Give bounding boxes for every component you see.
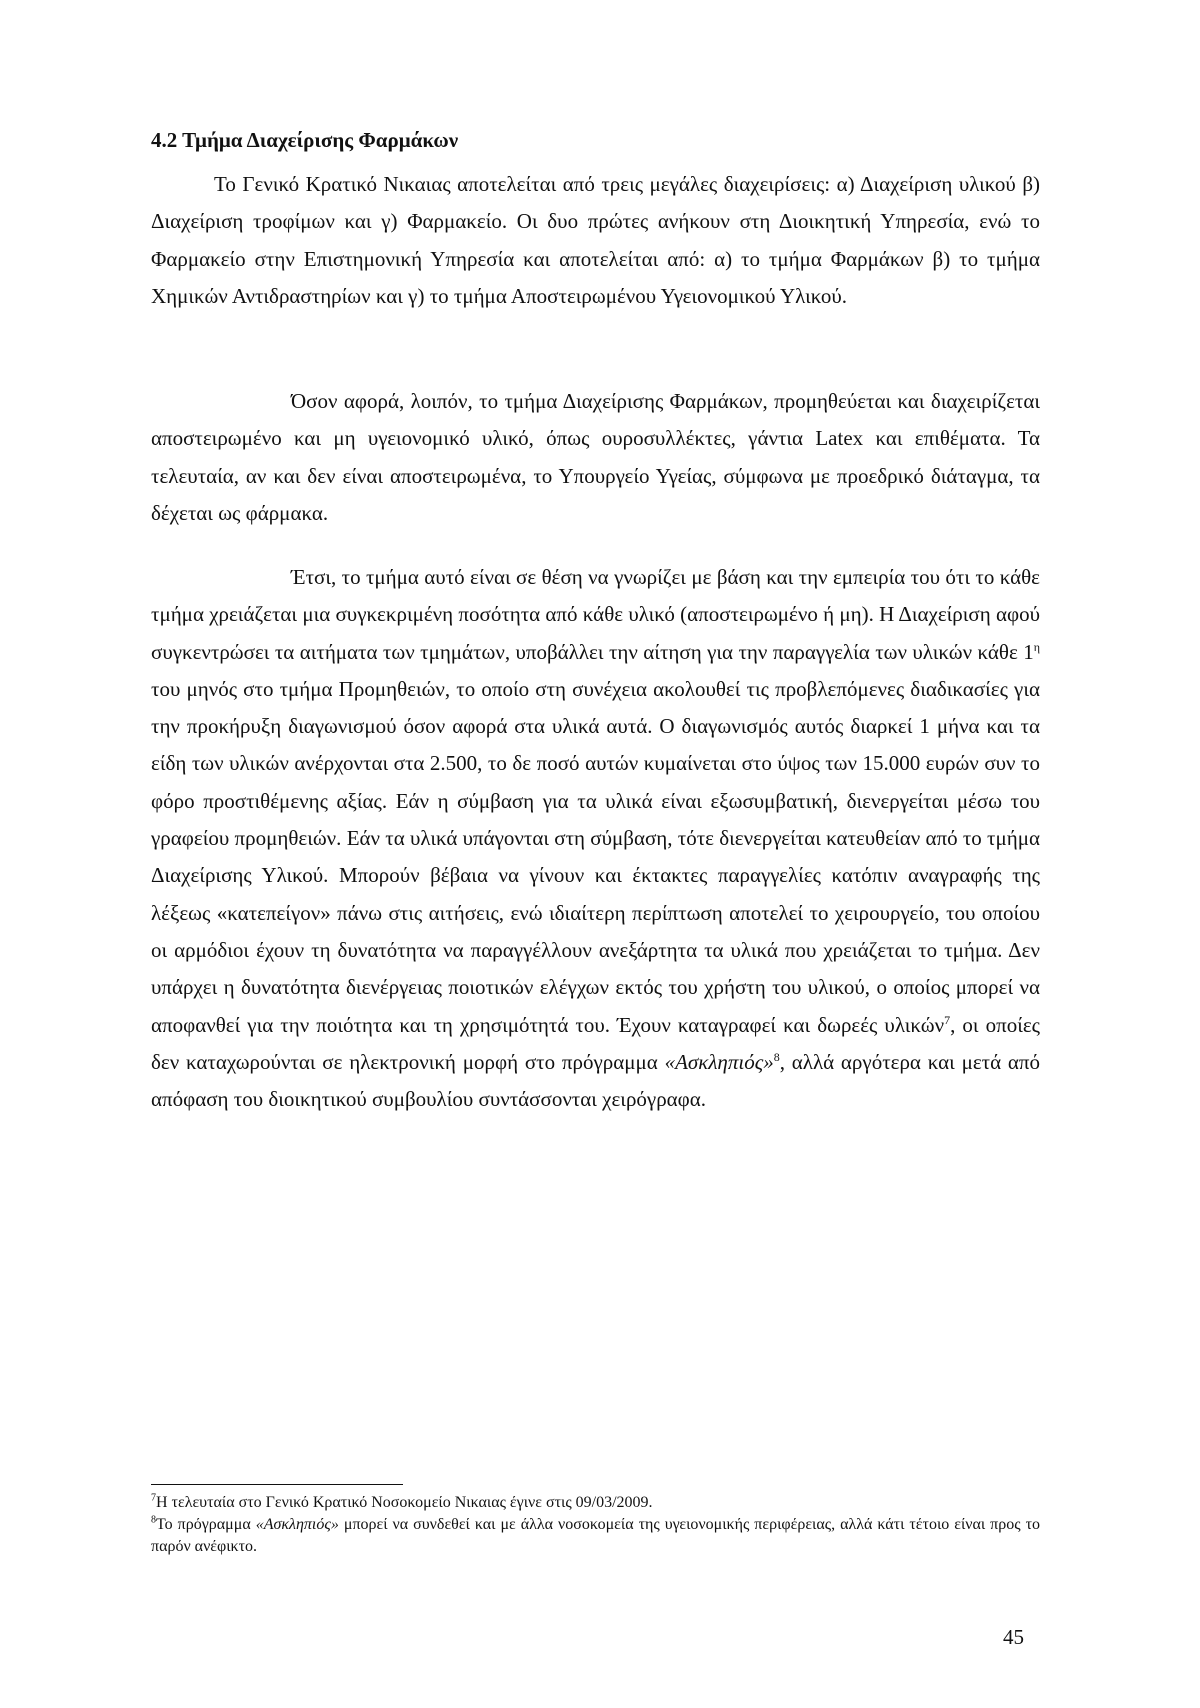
footnote-text: μπορεί να συνδεθεί και με άλλα νοσοκομεία της υγειονομικής περιφέρειας, αλλά κάτι τέτοιο είναι προς το παρόν ανέφικτο. [151, 1516, 1040, 1555]
footnote-ref-7: 7 [944, 1012, 951, 1027]
paragraph-3-part-c: , οι οποίες δεν καταχωρούνται σε ηλεκτρονική μορφή στο πρόγραμμα [151, 1012, 1040, 1074]
paragraph-3-part-d: , αλλά αργότερα και μετά από απόφαση του διοικητικού συμβουλίου συντάσσονται χειρόγραφα. [151, 1049, 1040, 1112]
paragraph-2: Όσον αφορά, λοιπόν, το τμήμα Διαχείρισης Φαρμάκων, προμηθεύεται και διαχειρίζεται αποστειρωμένο και μη υγειονομικό υλικό, όπως ουροσυλλέκτες, γάντια Latex και επιθέματα. Τα τελευταία, αν και δεν είναι αποστειρωμένα, το Υπουργείο Υγείας, σύμφωνα με προεδρικό διάταγμα, τα δέχεται ως φάρμακα. [151, 389, 1040, 525]
page-number: 45 [1003, 1625, 1024, 1649]
paragraph-3 [151, 559, 1040, 1118]
footnote-separator [151, 1484, 403, 1485]
footnote-ref-8: 8 [773, 1049, 780, 1064]
footnote-marker: 8 [151, 1514, 156, 1526]
footnote-marker: 7 [151, 1492, 156, 1504]
footnote-7 [151, 1492, 1040, 1514]
paragraph-3-part-b: του μηνός στο τμήμα Προμηθειών, το οποίο στη συνέχεια ακολουθεί τις προβλεπόμενες διαδικασίες για την προκήρυξη διαγωνισμού όσον αφορά στα υλικά αυτά. Ο διαγωνισμός αυτός διαρκεί 1 μήνα και τα είδη των υλικών ανέρχονται στα 2.500, το δε ποσό αυτών κυμαίνεται στο ύψος των 15.000 ευρών συν το φόρο προστιθέμενης αξίας. Εάν η σύμβαση για τα υλικά είναι εξωσυμβατική, διενεργείται μέσω του γραφείου προμηθειών. Εάν τα υλικά υπάγονται στη σύμβαση, τότε διενεργείται κατευθείαν από το τμήμα Διαχείρισης Υλικού. Μπορούν βέβαια να γίνουν και έκτακτες παραγγελίες κατόπιν αναγραφής της λέξεως «κατεπείγον» πάνω στις αιτήσεις, ενώ ιδιαίτερη περίπτωση αποτελεί το χειρουργείο, του οποίου οι αρμόδιοι έχουν τη δυνατότητα να παραγγέλλουν ανεξάρτητα τα υλικά που χρειάζεται το τμήμα. Δεν υπάρχει η δυνατότητα διενέργειας ποιοτικών ελέγχων εκτός του χρήστη του υλικού, ο οποίος μπορεί να αποφανθεί για την ποιότητα και τη χρησιμότητά του. Έχουν καταγραφεί και δωρεές υλικών [151, 676, 1040, 1037]
section-heading: 4.2 Τμήμα Διαχείρισης Φαρμάκων [151, 128, 459, 152]
paragraph-1: Το Γενικό Κρατικό Νικαιας αποτελείται από τρεις μεγάλες διαχειρίσεις: α) Διαχείριση υλικού β) Διαχείριση τροφίμων και γ) Φαρμακείο. Οι δυο πρώτες ανήκουν στη Διοικητική Υπηρεσία, ενώ το Φαρμακείο στην Επιστημονική Υπηρεσία και αποτελείται από: α) το τμήμα Φαρμάκων β) το τμήμα Χημικών Αντιδραστηρίων και γ) το τμήμα Αποστειρωμένου Υγειονομικού Υλικού. [151, 172, 1040, 308]
footnotes [151, 1492, 1040, 1558]
footnote-text: Η τελευταία στο Γενικό Κρατικό Νοσοκομείο Νικαιας έγινε στις 09/03/2009. [156, 1494, 653, 1511]
program-name: «Ασκληπιός» [664, 1049, 774, 1074]
footnote-8 [151, 1514, 1040, 1558]
paragraph-3-part-a: Έτσι, το τμήμα αυτό είναι σε θέση να γνωρίζει με βάση και την εμπειρία του ότι το κάθε τμήμα χρειάζεται μια συγκεκριμένη ποσότητα από κάθε υλικό (αποστειρωμένο ή μη). Η Διαχείριση αφού συγκεντρώσει τα αιτήματα των τμημάτων, υποβάλλει την αίτηση για την παραγγελία των υλικών κάθε 1 [151, 565, 1040, 664]
footnote-program-name: «Ασκληπιός» [255, 1516, 339, 1533]
footnote-text: Το πρόγραμμα [156, 1516, 256, 1533]
ordinal-superscript: η [1033, 639, 1040, 654]
